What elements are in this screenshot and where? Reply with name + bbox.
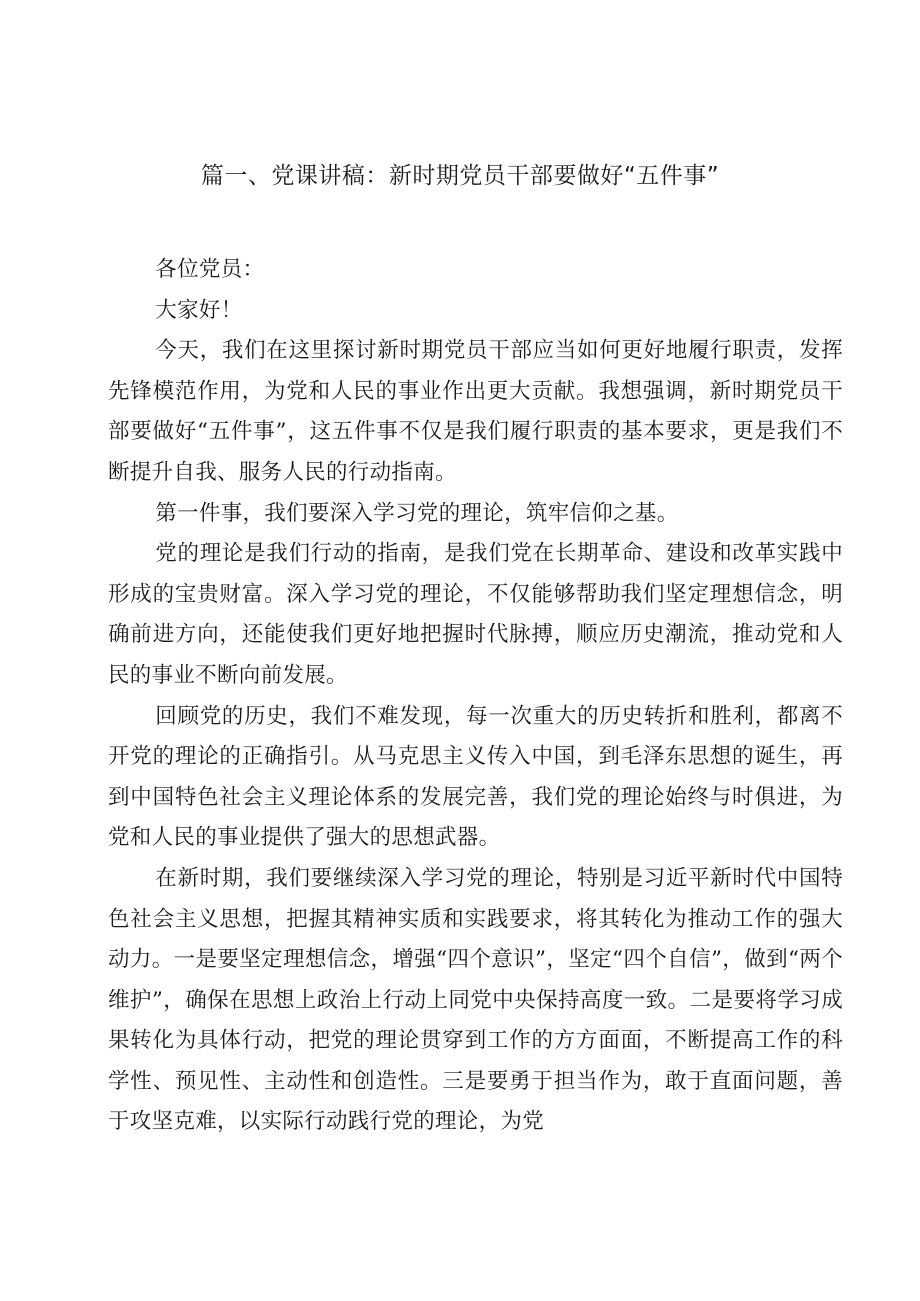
paragraph-first-item-heading: 第一件事，我们要深入学习党的理论，筑牢信仰之基。 (155, 500, 679, 526)
greeting: 大家好！ (155, 297, 243, 323)
paragraph-new-era: 在新时期，我们要继续深入学习党的理论，特别是习近平新时代中国特色社会主义思想，把握其精神实质和实践要求，将其转化为推动工作的强大动力。一是要坚定理想信念，增强“四个意识”，坚定“四个自信”，做到“两个维护”，确保在思想上政治上行动上同党中央保持高度一致。二是要将学习成果转化为具体行动，把党的理论贯穿到工作的方方面面，不断提高工作的科学性、预见性、主动性和创造性。三是要勇于担当作为，敢于直面问题，善于攻坚克难，以实际行动践行党的理论，为党 (108, 865, 843, 1135)
paragraph-intro: 今天，我们在这里探讨新时期党员干部应当如何更好地履行职责，发挥先锋模范作用，为党和人民的事业作出更大贡献。我想强调，新时期党员干部要做好“五件事”，这五件事不仅是我们履行职责的基本要求，更是我们不断提升自我、服务人民的行动指南。 (108, 338, 843, 485)
salutation: 各位党员： (155, 257, 265, 282)
paragraph-theory: 党的理论是我们行动的指南，是我们党在长期革命、建设和改革实践中形成的宝贵财富。深入学习党的理论，不仅能够帮助我们坚定理想信念，明确前进方向，还能使我们更好地把握时代脉搏，顺应历史潮流，推动党和人民的事业不断向前发展。 (108, 541, 843, 688)
document-title: 篇一、党课讲稿：新时期党员干部要做好“五件事” (200, 163, 720, 189)
document-body (108, 250, 843, 1143)
paragraph-history: 回顾党的历史，我们不难发现，每一次重大的历史转折和胜利，都离不开党的理论的正确指引。从马克思主义传入中国，到毛泽东思想的诞生，再到中国特色社会主义理论体系的发展完善，我们党的理论始终与时俱进，为党和人民的事业提供了强大的思想武器。 (108, 703, 843, 851)
